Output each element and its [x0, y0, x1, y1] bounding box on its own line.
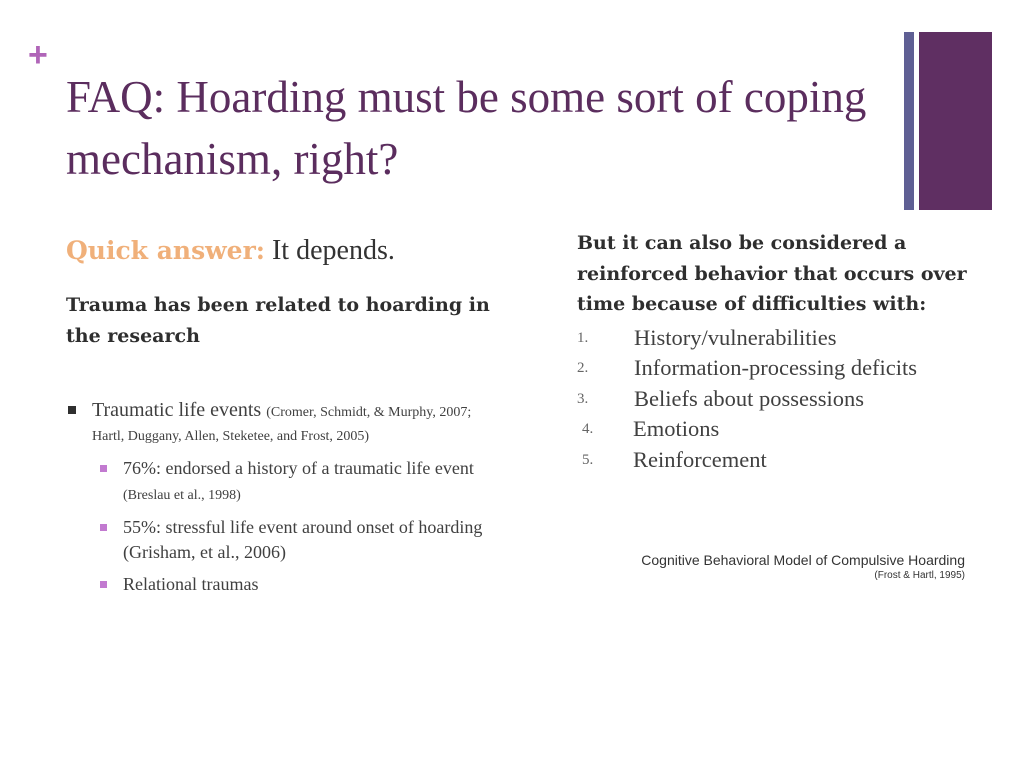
- bullet-citation: (Cromer, Schmidt, & Murphy, 2007; Hartl, Duggany, Allen, Steketee, and Frost, 2005): [92, 405, 472, 444]
- difficulties-list: [577, 323, 977, 476]
- trauma-heading: Trauma has been related to hoarding in the research: [66, 294, 490, 347]
- sub-bullet-citation: (Breslau et al., 1998): [123, 488, 241, 503]
- quick-answer-text: It depends.: [271, 235, 395, 266]
- list-text: History/vulnerabilities: [634, 324, 837, 350]
- list-number: 2.: [577, 360, 589, 376]
- list-item: [577, 353, 977, 384]
- list-item: [577, 384, 977, 415]
- plus-icon: +: [28, 36, 48, 74]
- quick-answer-label: Quick answer:: [66, 236, 265, 265]
- list-number: 4.: [582, 421, 594, 437]
- list-item: [577, 445, 977, 476]
- reinforced-lead: But it can also be considered a reinforced behavior that occurs over time because of difficulties with:: [577, 232, 967, 315]
- list-number: 3.: [577, 390, 589, 407]
- list-item: [92, 515, 506, 565]
- list-text: Reinforcement: [633, 446, 767, 472]
- list-item: [577, 323, 977, 354]
- sub-bullet-text: 76%: endorsed a history of a traumatic life event: [123, 458, 474, 478]
- model-title: Cognitive Behavioral Model of Compulsive Hoarding: [641, 552, 965, 568]
- bullet-list: [66, 398, 506, 597]
- square-bullet-icon: [100, 524, 107, 531]
- square-bullet-icon: [100, 465, 107, 472]
- model-citation: (Frost & Hartl, 1995): [874, 570, 965, 581]
- model-reference: [560, 551, 965, 583]
- list-item: [577, 414, 977, 445]
- list-item: [92, 456, 506, 508]
- list-number: 1.: [577, 329, 589, 346]
- quick-answer: [66, 230, 506, 272]
- square-bullet-icon: [68, 406, 76, 414]
- list-text: Beliefs about possessions: [634, 385, 864, 411]
- list-item: [92, 572, 506, 597]
- list-item: [66, 398, 506, 597]
- decorative-bar-thin: [904, 32, 914, 210]
- square-bullet-icon: [100, 581, 107, 588]
- decorative-bar-wide: [919, 32, 992, 210]
- list-number: 5.: [582, 451, 594, 468]
- sub-bullet-text: Relational traumas: [123, 574, 259, 594]
- sub-bullet-text: 55%: stressful life event around onset of hoarding (Grisham, et al., 2006): [123, 517, 483, 562]
- right-column: [577, 228, 977, 475]
- slide-title: FAQ: Hoarding must be some sort of coping mechanism, right?: [66, 72, 867, 184]
- sub-bullet-list: [92, 456, 506, 597]
- bullet-text: Traumatic life events: [92, 399, 262, 421]
- left-column: [66, 230, 506, 604]
- list-text: Emotions: [633, 416, 720, 441]
- list-text: Information-processing deficits: [634, 355, 918, 380]
